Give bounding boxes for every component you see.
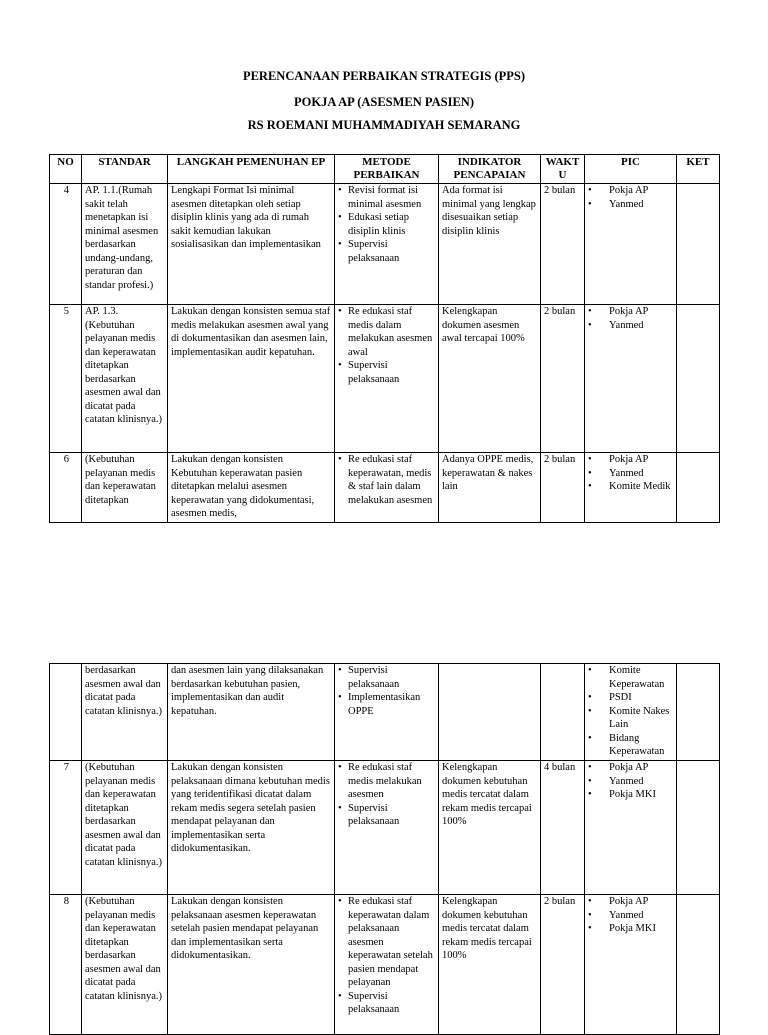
pic-item: • Bidang Keperawatan — [588, 732, 673, 759]
row-pic — [585, 761, 677, 895]
row-indikator: Ada format isi minimal yang lengkap disesuaikan setiap disiplin klinis — [439, 184, 541, 305]
row-pic — [585, 453, 677, 523]
col-header-waktu: WAKT U — [541, 155, 585, 184]
pic-item: • Pokja AP — [588, 184, 673, 198]
row-langkah: Lakukan dengan konsisten pelaksanaan asesmen keperawatan setelah pasien mendapat pelayanan dan implementasikan serta didokumentasikan. — [168, 895, 335, 1035]
row-metode — [335, 453, 439, 523]
table-row — [50, 895, 720, 1035]
row-langkah: dan asesmen lain yang dilaksanakan berdasarkan kebutuhan pasien, implementasikan dan audit kepatuhan. — [168, 664, 335, 761]
document-title: PERENCANAAN PERBAIKAN STRATEGIS (PPS) — [242, 69, 526, 83]
row-ket — [677, 453, 720, 523]
pic-item: • Yanmed — [588, 319, 673, 333]
row-ket — [677, 664, 720, 761]
document-subtitle-hospital: RS ROEMANI MUHAMMADIYAH SEMARANG — [247, 118, 521, 132]
row-standar: AP. 1.3.(Kebutuhan pelayanan medis dan keperawatan ditetapkan berdasarkan asesmen awal dan dicatat pada catatan klinisnya.) — [82, 305, 168, 453]
row-waktu — [541, 664, 585, 761]
row-pic — [585, 895, 677, 1035]
row-waktu: 2 bulan — [541, 184, 585, 305]
metode-item: • Edukasi setiap disiplin klinis — [338, 211, 435, 238]
row-ket — [677, 184, 720, 305]
table-row — [50, 305, 720, 453]
pic-item: • Yanmed — [588, 467, 673, 481]
col-header-pic: PIC — [585, 155, 677, 184]
table-row — [50, 184, 720, 305]
row-waktu: 4 bulan — [541, 761, 585, 895]
row-metode — [335, 895, 439, 1035]
row-waktu: 2 bulan — [541, 895, 585, 1035]
row-langkah: Lakukan dengan konsisten pelaksanaan dimana kebutuhan medis yang teridentifikasi dicatat dalam rekam medis segera setelah pasien mendapat pelayanan dan implementasikan serta didokumentasikan. — [168, 761, 335, 895]
row-langkah: Lakukan dengan konsisten semua staf medis melakukan asesmen awal yang di dokumentasikan dan asesmen lain, implementasikan audit kepatuhan. — [168, 305, 335, 453]
row-standar: AP. 1.1.(Rumah sakit telah menetapkan isi minimal asesmen berdasarkan undang-undang, peraturan dan standar profesi.) — [82, 184, 168, 305]
row-waktu: 2 bulan — [541, 453, 585, 523]
pic-item: • PSDI — [588, 691, 673, 705]
pic-item: • Komite Medik — [588, 480, 673, 494]
table-header-row — [50, 155, 720, 184]
table-row — [50, 664, 720, 761]
metode-item: • Supervisi pelaksanaan — [338, 359, 435, 386]
pps-table-page1 — [49, 154, 720, 523]
row-no: 5 — [50, 305, 82, 453]
row-ket — [677, 305, 720, 453]
metode-item: • Implementasikan OPPE — [338, 691, 435, 718]
row-indikator — [439, 664, 541, 761]
row-standar: (Kebutuhan pelayanan medis dan keperawatan ditetapkan berdasarkan asesmen awal dan dicatat pada catatan klinisnya.) — [82, 895, 168, 1035]
pic-item: • Pokja AP — [588, 305, 673, 319]
pps-table-page2 — [49, 663, 720, 1035]
row-no: 4 — [50, 184, 82, 305]
metode-item: • Re edukasi staf keperawatan, medis & staf lain dalam melakukan asesmen — [338, 453, 435, 507]
col-header-indikator: INDIKATOR PENCAPAIAN — [439, 155, 541, 184]
col-header-langkah: LANGKAH PEMENUHAN EP — [168, 155, 335, 184]
metode-item: • Revisi format isi minimal asesmen — [338, 184, 435, 211]
pic-item: • Yanmed — [588, 775, 673, 789]
row-no: 6 — [50, 453, 82, 523]
metode-item: • Re edukasi staf medis dalam melakukan asesmen awal — [338, 305, 435, 359]
metode-item: • Supervisi pelaksanaan — [338, 238, 435, 265]
pic-item: • Yanmed — [588, 909, 673, 923]
row-langkah: Lengkapi Format Isi minimal asesmen ditetapkan oleh setiap disiplin klinis yang ada di rumah sakit kemudian lakukan sosialisasikan dan implementasikan — [168, 184, 335, 305]
row-metode — [335, 761, 439, 895]
col-header-ket: KET — [677, 155, 720, 184]
pic-item: • Pokja MKI — [588, 922, 673, 936]
metode-item: • Supervisi pelaksanaan — [338, 990, 435, 1017]
row-indikator: Kelengkapan dokumen kebutuhan medis tercatat dalam rekam medis tercapai 100% — [439, 761, 541, 895]
row-ket — [677, 895, 720, 1035]
row-metode — [335, 664, 439, 761]
col-header-metode: METODE PERBAIKAN — [335, 155, 439, 184]
pic-item: • Pokja AP — [588, 895, 673, 909]
row-standar: (Kebutuhan pelayanan medis dan keperawatan ditetapkan — [82, 453, 168, 523]
row-pic — [585, 305, 677, 453]
row-no: 7 — [50, 761, 82, 895]
row-waktu: 2 bulan — [541, 305, 585, 453]
row-pic — [585, 664, 677, 761]
metode-item: • Supervisi pelaksanaan — [338, 802, 435, 829]
row-indikator: Adanya OPPE medis, keperawatan & nakes lain — [439, 453, 541, 523]
metode-item: • Supervisi pelaksanaan — [338, 664, 435, 691]
row-standar: berdasarkan asesmen awal dan dicatat pada catatan klinisnya.) — [82, 664, 168, 761]
row-no — [50, 664, 82, 761]
row-pic — [585, 184, 677, 305]
pic-item: • Komite Keperawatan — [588, 664, 673, 691]
row-ket — [677, 761, 720, 895]
col-header-standar: STANDAR — [82, 155, 168, 184]
pic-item: • Pokja MKI — [588, 788, 673, 802]
row-no: 8 — [50, 895, 82, 1035]
row-standar: (Kebutuhan pelayanan medis dan keperawatan ditetapkan berdasarkan asesmen awal dan dicatat pada catatan klinisnya.) — [82, 761, 168, 895]
row-langkah: Lakukan dengan konsisten Kebutuhan keperawatan pasien ditetapkan melalui asesmen keperawatan yang didokumentasi, asesmen medis, — [168, 453, 335, 523]
metode-item: • Re edukasi staf medis melakukan asesmen — [338, 761, 435, 802]
document-subtitle-pokja: POKJA AP (ASESMEN PASIEN) — [294, 95, 474, 109]
pic-item: • Yanmed — [588, 198, 673, 212]
col-header-no: NO — [50, 155, 82, 184]
table-row — [50, 453, 720, 523]
table-row — [50, 761, 720, 895]
row-metode — [335, 305, 439, 453]
row-metode — [335, 184, 439, 305]
pic-item: • Pokja AP — [588, 761, 673, 775]
row-indikator: Kelengkapan dokumen kebutuhan medis tercatat dalam rekam medis tercapai 100% — [439, 895, 541, 1035]
metode-item: • Re edukasi staf keperawatan dalam pelaksanaan asesmen keperawatan setelah pasien mendapat pelayanan — [338, 895, 435, 990]
pic-item: • Komite Nakes Lain — [588, 705, 673, 732]
row-indikator: Kelengkapan dokumen asesmen awal tercapai 100% — [439, 305, 541, 453]
pic-item: • Pokja AP — [588, 453, 673, 467]
